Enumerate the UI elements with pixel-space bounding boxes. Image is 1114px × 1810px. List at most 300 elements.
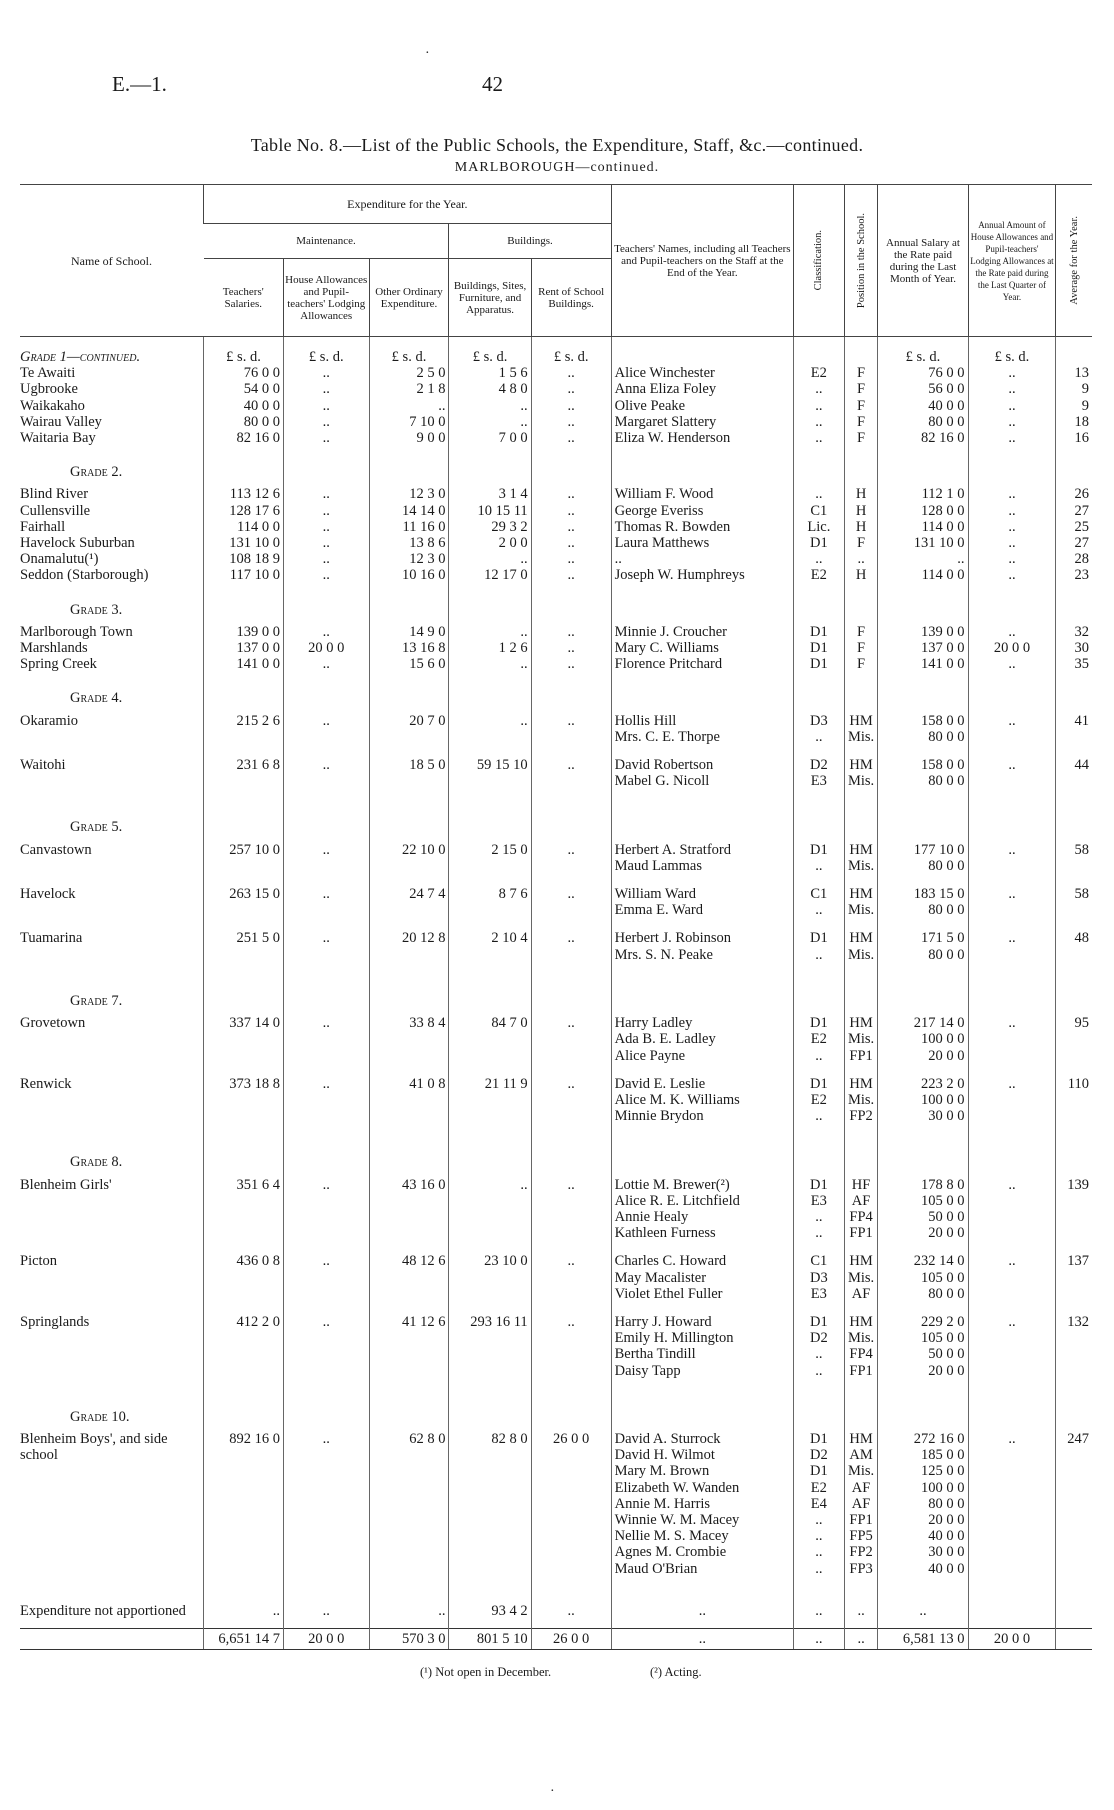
other-cell: 33 8 4 — [369, 1015, 449, 1076]
allowance-cell: 20 0 0 — [968, 640, 1056, 656]
buildings-cell: 1 5 6 — [449, 365, 531, 381]
position-cell-line: Mis. — [847, 1463, 875, 1480]
blank-cell — [531, 1136, 611, 1176]
average-cell: 58 — [1056, 886, 1092, 930]
grade-row — [20, 446, 1092, 486]
unit-label: £ s. d. — [878, 337, 968, 366]
teacher-names-line: Alice R. E. Litchfield — [614, 1192, 740, 1209]
blank-cell — [968, 801, 1056, 841]
average-cell: 35 — [1056, 656, 1092, 672]
rent-cell: .. — [531, 1314, 611, 1391]
rent-cell: .. — [531, 656, 611, 672]
blank-cell — [878, 672, 968, 712]
blank-cell — [611, 672, 793, 712]
other-cell: 20 12 8 — [369, 930, 449, 974]
col-teachers: Teachers' Names, including all Teachers and Pupil-teachers on the Staff at the End of the Year. — [611, 185, 793, 337]
grade-row — [20, 1391, 1092, 1431]
blank-cell — [531, 975, 611, 1015]
col-build-sites: Buildings, Sites, Furniture, and Apparatus. — [449, 259, 531, 337]
buildings-cell: 2 0 0 — [449, 535, 531, 551]
school-name: Ugbrooke — [20, 381, 78, 398]
teacher-names-line: Joseph W. Humphreys — [614, 567, 745, 584]
position-cell-line: FP2 — [849, 1544, 873, 1561]
teacher-names — [611, 430, 793, 446]
rent-cell: .. — [531, 398, 611, 414]
buildings-cell: 8 7 6 — [449, 886, 531, 930]
other-cell: 14 14 0 — [369, 503, 449, 519]
allowance-cell: .. — [968, 656, 1056, 672]
annual-salary-cell-line: 158 0 0 — [921, 712, 965, 729]
classification-cell-line: D1 — [809, 1430, 828, 1447]
blank-cell — [794, 1391, 845, 1431]
annual-salary-cell-line: 229 2 0 — [921, 1313, 965, 1330]
buildings-cell: 59 15 10 — [449, 757, 531, 801]
teacher-names-line: Harry Ladley — [614, 1015, 693, 1032]
blank-cell — [1056, 1391, 1092, 1431]
col-salaries: Teachers' Salaries. — [204, 259, 284, 337]
other-cell: 12 3 0 — [369, 551, 449, 567]
annual-salary-cell-line: 177 10 0 — [913, 841, 965, 858]
blank-cell — [1056, 1589, 1092, 1629]
house-cell: .. — [283, 551, 369, 567]
table-row — [20, 430, 1092, 446]
annual-salary-cell — [878, 398, 968, 414]
position-cell — [844, 656, 878, 672]
footnote-2: (²) Acting. — [650, 1665, 702, 1679]
salary-cell: 128 17 6 — [204, 503, 284, 519]
house-cell: .. — [283, 430, 369, 446]
annual-salary-cell-line: 80 0 0 — [928, 413, 965, 430]
teacher-names — [611, 1431, 793, 1589]
grade-row — [20, 672, 1092, 712]
position-cell-line: Mis. — [847, 1091, 875, 1108]
other-cell: .. — [369, 1589, 449, 1629]
classification-cell-line: C1 — [810, 886, 828, 903]
teacher-names — [611, 1314, 793, 1391]
classification-cell-line: .. — [815, 551, 823, 568]
blank-cell — [844, 446, 878, 486]
classification-cell-line: .. — [815, 1225, 823, 1242]
annual-salary-cell-line: 80 0 0 — [928, 728, 965, 745]
classification-cell-line: D1 — [809, 841, 828, 858]
annual-salary-cell-line: 30 0 0 — [928, 1544, 965, 1561]
buildings-cell: 21 11 9 — [449, 1076, 531, 1137]
teacher-names — [611, 1076, 793, 1137]
annual-salary-cell-line: 80 0 0 — [928, 902, 965, 919]
annual-salary-cell-line: 20 0 0 — [928, 1511, 965, 1528]
t-cell: .. — [611, 1589, 793, 1629]
blank-cell — [844, 337, 878, 366]
rent-cell: .. — [531, 930, 611, 974]
buildings-cell: .. — [449, 1177, 531, 1254]
classification-cell-line: D2 — [809, 1330, 828, 1347]
buildings-cell: 12 17 0 — [449, 567, 531, 583]
annual-salary-cell — [878, 381, 968, 397]
blank-cell — [611, 1391, 793, 1431]
classification-cell-line: C1 — [810, 502, 828, 519]
col-classification: Classification. — [794, 185, 845, 337]
house-cell: .. — [283, 930, 369, 974]
blank-cell — [449, 584, 531, 624]
totals-row — [20, 1629, 1092, 1650]
position-cell-line: Mis. — [847, 728, 875, 745]
position-cell — [844, 886, 878, 930]
grade-heading: Grade 3. — [70, 601, 123, 618]
total-avg — [1056, 1629, 1092, 1650]
rent-cell: .. — [531, 886, 611, 930]
blank-cell — [611, 1136, 793, 1176]
blank-cell — [369, 1391, 449, 1431]
position-cell-line: H — [855, 486, 867, 503]
blank-cell — [369, 801, 449, 841]
annual-salary-cell-line: 139 0 0 — [921, 623, 965, 640]
rent-cell: .. — [531, 1253, 611, 1314]
position-cell-line: FP1 — [849, 1047, 873, 1064]
total-p: .. — [844, 1629, 878, 1650]
buildings-cell: 10 15 11 — [449, 503, 531, 519]
total-salary: 6,651 14 7 — [204, 1629, 284, 1650]
annual-salary-cell-line: 105 0 0 — [921, 1269, 965, 1286]
position-cell-line: F — [857, 381, 866, 398]
teacher-names — [611, 842, 793, 886]
classification-cell-line: D1 — [809, 1176, 828, 1193]
salary-cell: 117 10 0 — [204, 567, 284, 583]
teacher-names — [611, 551, 793, 567]
col-average: Average for the Year. — [1056, 185, 1092, 337]
table-row — [20, 414, 1092, 430]
classification-cell-line: D3 — [809, 1269, 828, 1286]
grade-heading: Grade 5. — [70, 819, 123, 836]
rent-cell: .. — [531, 1589, 611, 1629]
salary-cell: 80 0 0 — [204, 414, 284, 430]
page-ref: E.—1. — [112, 72, 167, 96]
blank-cell — [968, 1589, 1056, 1629]
annual-salary-cell — [878, 624, 968, 640]
blank-cell — [449, 446, 531, 486]
position-cell-line: Mis. — [847, 773, 875, 790]
other-cell: .. — [369, 398, 449, 414]
teacher-names-line: Mary M. Brown — [614, 1463, 710, 1480]
annual-salary-cell-line: 183 15 0 — [913, 886, 965, 903]
table-row — [20, 365, 1092, 381]
allowance-cell: .. — [968, 519, 1056, 535]
classification-cell — [794, 886, 845, 930]
teacher-names-line: Annie Healy — [614, 1208, 689, 1225]
salary-cell: 54 0 0 — [204, 381, 284, 397]
blank-cell — [794, 975, 845, 1015]
salary-cell: 257 10 0 — [204, 842, 284, 886]
table-row — [20, 486, 1092, 502]
rent-cell: .. — [531, 567, 611, 583]
allowance-cell: .. — [968, 381, 1056, 397]
house-cell: .. — [283, 567, 369, 583]
position-cell-line: HM — [849, 1015, 873, 1032]
classification-cell — [794, 398, 845, 414]
blank-cell — [968, 584, 1056, 624]
school-name: Spring Creek — [20, 656, 97, 673]
blank-cell — [369, 1136, 449, 1176]
grade-heading: Grade 2. — [70, 464, 123, 481]
teacher-names-line: Mrs. C. E. Thorpe — [614, 728, 720, 745]
position-cell-line: H — [855, 502, 867, 519]
annual-salary-cell — [878, 1431, 968, 1589]
position-cell-line: HM — [849, 712, 873, 729]
position-cell-line: AF — [851, 1192, 871, 1209]
school-name: Havelock — [20, 886, 76, 903]
annual-salary-cell-line: 80 0 0 — [928, 857, 965, 874]
classification-cell-line: D1 — [809, 1463, 828, 1480]
other-cell: 43 16 0 — [369, 1177, 449, 1254]
position-cell-line: HM — [849, 930, 873, 947]
table-row — [20, 503, 1092, 519]
salary-cell: 351 6 4 — [204, 1177, 284, 1254]
annual-salary-cell-line: 272 16 0 — [913, 1430, 965, 1447]
teacher-names-line: Anna Eliza Foley — [614, 381, 717, 398]
blank-cell — [204, 1391, 284, 1431]
average-cell: 110 — [1056, 1076, 1092, 1137]
position-cell-line: F — [857, 413, 866, 430]
buildings-cell: 3 1 4 — [449, 486, 531, 502]
table-row — [20, 567, 1092, 583]
annual-salary-cell-line: 82 16 0 — [921, 430, 965, 447]
other-cell: 20 7 0 — [369, 713, 449, 757]
teacher-names-line: Laura Matthews — [614, 535, 710, 552]
position-cell-line: HM — [849, 1430, 873, 1447]
other-cell: 13 16 8 — [369, 640, 449, 656]
house-cell: .. — [283, 713, 369, 757]
teacher-names-line: Maud Lammas — [614, 857, 703, 874]
col-allowances: Annual Amount of House Allowances and Pupil-teachers' Lodging Allowances at the Rate paid during the Last Quarter of Year. — [968, 185, 1056, 337]
classification-cell — [794, 365, 845, 381]
average-cell: 132 — [1056, 1314, 1092, 1391]
salary-cell: 76 0 0 — [204, 365, 284, 381]
school-name: Okaramio — [20, 712, 78, 729]
grade-heading: Grade 4. — [70, 690, 123, 707]
teacher-names-line: Kathleen Furness — [614, 1225, 716, 1242]
grade-row — [20, 801, 1092, 841]
house-cell: .. — [283, 1314, 369, 1391]
classification-cell-line: .. — [815, 1346, 823, 1363]
teacher-names-line: David E. Leslie — [614, 1075, 706, 1092]
position-cell-line: HM — [849, 1253, 873, 1270]
blank-cell — [794, 672, 845, 712]
classification-cell-line: .. — [815, 1544, 823, 1561]
blank-cell — [20, 1629, 204, 1650]
classification-cell-line: E3 — [810, 1285, 827, 1302]
allowance-cell: .. — [968, 886, 1056, 930]
house-cell: .. — [283, 414, 369, 430]
school-name: Blenheim Girls' — [20, 1176, 112, 1193]
blank-cell — [611, 446, 793, 486]
classification-cell-line: .. — [815, 1511, 823, 1528]
annual-salary-cell-line: 137 0 0 — [921, 640, 965, 657]
annual-salary-cell-line: 105 0 0 — [921, 1192, 965, 1209]
teacher-names-line: Harry J. Howard — [614, 1313, 712, 1330]
annual-salary-cell-line: 100 0 0 — [921, 1091, 965, 1108]
blank-cell — [611, 975, 793, 1015]
average-cell: 13 — [1056, 365, 1092, 381]
salary-cell: 231 6 8 — [204, 757, 284, 801]
salary-cell: 337 14 0 — [204, 1015, 284, 1076]
position-cell-line: FP5 — [849, 1528, 873, 1545]
blank-cell — [283, 584, 369, 624]
classification-cell-line: .. — [815, 728, 823, 745]
classification-cell-line: .. — [815, 902, 823, 919]
position-cell-line: AF — [851, 1285, 871, 1302]
other-cell: 2 5 0 — [369, 365, 449, 381]
position-cell — [844, 1015, 878, 1076]
school-name: Marshlands — [20, 640, 88, 657]
position-cell — [844, 430, 878, 446]
classification-cell-line: .. — [815, 1208, 823, 1225]
annual-salary-cell-line: 56 0 0 — [928, 381, 965, 398]
teacher-names-line: Margaret Slattery — [614, 413, 717, 430]
annual-salary-cell-line: 50 0 0 — [928, 1346, 965, 1363]
position-cell — [844, 624, 878, 640]
table-row — [20, 535, 1092, 551]
rent-cell: .. — [531, 414, 611, 430]
total-t: .. — [611, 1629, 793, 1650]
position-cell — [844, 486, 878, 502]
annual-salary-cell-line: 30 0 0 — [928, 1108, 965, 1125]
annual-salary-cell — [878, 1253, 968, 1314]
average-cell: 44 — [1056, 757, 1092, 801]
classification-cell — [794, 713, 845, 757]
position-cell — [844, 567, 878, 583]
blank-cell — [531, 672, 611, 712]
classification-cell-line: D1 — [809, 656, 828, 673]
school-name: Grovetown — [20, 1015, 86, 1032]
classification-cell-line: .. — [815, 1047, 823, 1064]
position-cell-line: HM — [849, 757, 873, 774]
position-cell-line: HM — [849, 1313, 873, 1330]
teacher-names-line: Minnie Brydon — [614, 1108, 704, 1125]
house-cell: .. — [283, 486, 369, 502]
rent-cell: .. — [531, 519, 611, 535]
position-cell-line: .. — [857, 551, 865, 568]
annual-salary-cell-line: 158 0 0 — [921, 757, 965, 774]
classification-cell — [794, 757, 845, 801]
teacher-names-line: David A. Sturrock — [614, 1430, 721, 1447]
allowance-cell: .. — [968, 503, 1056, 519]
classification-cell — [794, 1076, 845, 1137]
allowance-cell: .. — [968, 551, 1056, 567]
p-cell: .. — [844, 1589, 878, 1629]
school-name: Te Awaiti — [20, 365, 76, 382]
classification-cell-line: .. — [815, 381, 823, 398]
teacher-names-line: Nellie M. S. Macey — [614, 1528, 729, 1545]
annual-salary-cell-line: 178 8 0 — [921, 1176, 965, 1193]
classification-cell — [794, 656, 845, 672]
school-name: Fairhall — [20, 518, 66, 535]
position-cell — [844, 842, 878, 886]
total-house: 20 0 0 — [283, 1629, 369, 1650]
average-cell: 16 — [1056, 430, 1092, 446]
position-cell-line: H — [855, 518, 867, 535]
classification-cell-line: E2 — [810, 1479, 827, 1496]
buildings-cell: .. — [449, 398, 531, 414]
school-name: Blind River — [20, 486, 89, 503]
blank-cell — [794, 584, 845, 624]
teacher-names-line: Herbert A. Stratford — [614, 841, 731, 858]
average-cell: 9 — [1056, 398, 1092, 414]
other-cell: 9 0 0 — [369, 430, 449, 446]
teacher-names-line: Mabel G. Nicoll — [614, 773, 710, 790]
position-cell-line: FP4 — [849, 1346, 873, 1363]
position-cell-line: Mis. — [847, 946, 875, 963]
house-cell: .. — [283, 1589, 369, 1629]
blank-cell — [531, 584, 611, 624]
teacher-names — [611, 535, 793, 551]
table-row — [20, 656, 1092, 672]
annual-salary-cell — [878, 567, 968, 583]
blank-cell — [531, 801, 611, 841]
table-subtitle: MARLBOROUGH—continued. — [454, 160, 660, 175]
teacher-names-line: .. — [614, 551, 622, 568]
classification-cell — [794, 842, 845, 886]
salary-cell: 215 2 6 — [204, 713, 284, 757]
total-other: 570 3 0 — [369, 1629, 449, 1650]
allowance-cell: .. — [968, 1177, 1056, 1254]
total-c: .. — [794, 1629, 845, 1650]
blank-cell — [283, 446, 369, 486]
buildings-cell: 82 8 0 — [449, 1431, 531, 1589]
teacher-names-line: Eliza W. Henderson — [614, 430, 731, 447]
blank-cell — [611, 337, 793, 366]
position-cell-line: HM — [849, 841, 873, 858]
annual-salary-cell-line: 141 0 0 — [921, 656, 965, 673]
buildings-cell: 293 16 11 — [449, 1314, 531, 1391]
classification-cell-line: E3 — [810, 1192, 827, 1209]
blank-cell — [204, 975, 284, 1015]
grade-heading: Grade 10. — [70, 1408, 130, 1425]
rent-cell: .. — [531, 842, 611, 886]
teacher-names — [611, 365, 793, 381]
blank-cell — [844, 1136, 878, 1176]
position-cell-line: F — [857, 397, 866, 414]
salary-cell: 137 0 0 — [204, 640, 284, 656]
blank-cell — [1056, 584, 1092, 624]
position-cell — [844, 503, 878, 519]
classification-cell — [794, 930, 845, 974]
position-cell-line: Mis. — [847, 857, 875, 874]
rent-cell: .. — [531, 503, 611, 519]
house-cell: 20 0 0 — [283, 640, 369, 656]
blank-cell — [878, 975, 968, 1015]
classification-cell-line: E2 — [810, 1091, 827, 1108]
house-cell: .. — [283, 624, 369, 640]
allowance-cell: .. — [968, 430, 1056, 446]
annual-salary-cell-line: 40 0 0 — [928, 397, 965, 414]
house-cell: .. — [283, 886, 369, 930]
classification-cell-line: E2 — [810, 365, 827, 382]
position-cell-line: F — [857, 430, 866, 447]
teacher-names-line: Alice M. K. Williams — [614, 1091, 740, 1108]
classification-cell — [794, 1431, 845, 1589]
house-cell: .. — [283, 503, 369, 519]
position-cell-line: FP1 — [849, 1362, 873, 1379]
teacher-names-line: Florence Pritchard — [614, 656, 723, 673]
annual-salary-cell — [878, 1076, 968, 1137]
position-cell-line: FP3 — [849, 1560, 873, 1577]
classification-cell-line: .. — [815, 413, 823, 430]
school-name: Canvastown — [20, 841, 92, 858]
grade-heading: Grade 1—continued. — [20, 349, 141, 365]
position-cell-line: F — [857, 365, 866, 382]
unit-label: £ s. d. — [968, 337, 1056, 366]
position-cell-line: AF — [851, 1479, 871, 1496]
position-cell — [844, 757, 878, 801]
